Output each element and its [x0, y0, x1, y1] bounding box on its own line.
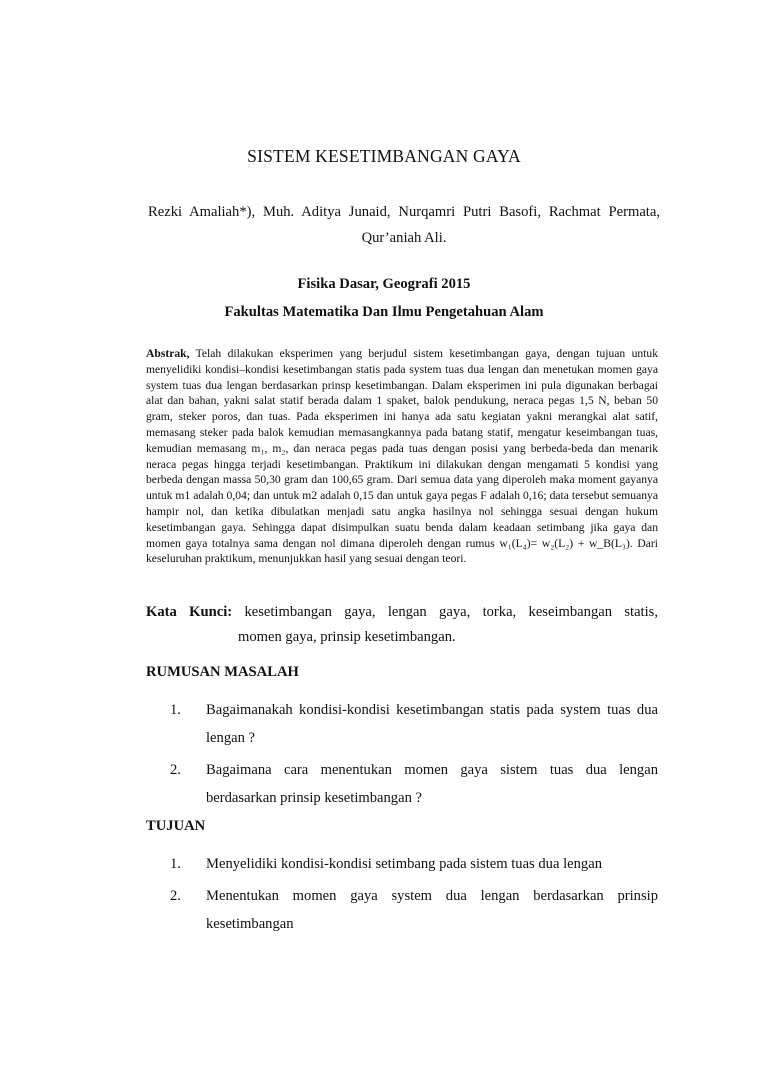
list-item — [146, 882, 658, 938]
keywords-label: Kata Kunci: — [146, 604, 233, 620]
list-number: 2. — [170, 762, 181, 778]
list-item — [146, 756, 658, 812]
affiliation-course: Fisika Dasar, Geografi 2015 — [297, 276, 471, 292]
list-text: Bagaimana cara menentukan momen gaya sistem tuas dua lengan berdasarkan prinsip kesetimbangan ? — [206, 762, 658, 806]
list-item — [146, 696, 658, 752]
keywords-text-1: kesetimbangan gaya, lengan gaya, torka, keseimbangan statis, — [244, 604, 658, 620]
list-text: Bagaimanakah kondisi-kondisi kesetimbangan statis pada system tuas dua lengan ? — [206, 702, 658, 746]
section-heading-rumusan: RUMUSAN MASALAH — [146, 664, 299, 680]
author-list: Rezki Amaliah*), Muh. Aditya Junaid, Nurqamri Putri Basofi, Rachmat Permata, Qur’aniah Ali. — [148, 204, 660, 246]
rumusan-list — [146, 696, 658, 816]
keywords — [146, 600, 658, 650]
abstract — [146, 346, 658, 567]
keywords-line-1 — [146, 600, 658, 625]
keywords-text-2: momen gaya, prinsip kesetimbangan. — [238, 629, 456, 645]
tujuan-list — [146, 850, 658, 942]
list-number: 1. — [170, 856, 181, 872]
list-number: 2. — [170, 888, 181, 904]
paper-title: SISTEM KESETIMBANGAN GAYA — [247, 146, 521, 166]
list-number: 1. — [170, 702, 181, 718]
affiliation-faculty: Fakultas Matematika Dan Ilmu Pengetahuan Alam — [224, 304, 544, 320]
section-heading-tujuan: TUJUAN — [146, 818, 206, 834]
list-item — [146, 850, 658, 878]
list-text: Menyelidiki kondisi-kondisi setimbang pada sistem tuas dua lengan — [206, 856, 602, 872]
list-text: Menentukan momen gaya system dua lengan berdasarkan prinsip kesetimbangan — [206, 888, 658, 932]
abstract-label: Abstrak, — [146, 347, 190, 360]
abstract-text: Telah dilakukan eksperimen yang berjudul sistem kesetimbangan gaya, dengan tujuan untuk menyelidiki kondisi–kondisi kesetimbangan statis pada system tuas dua lengan dan menetukan momen gaya system tuas dua lengan berdasarkan prinsp kesetimbangan. Dalam eksperimen ini pula digunakan berbagai alat dan bahan, yakni salat statif berada dalam 1 spaket, balok pendukung, neraca pegas 1,5 N, beban 50 gram, steker poros, dan tuas. Pada eksperimen ini hanya ada satu kegiatan yakni merangkai alat satif, memasang steker pada balok kemudian memasangkannya pada batang statif, mengatur keseimbangan tuas, kemudian memasang m₁, m₂, dan neraca pegas pada tuas dengan posisi yang berbeda-beda dan menarik neraca pegas hingga terjadi kesetimbangan. Praktikum ini dilakukan dengan mengamati 5 kondisi yang berbeda dengan massa 50,30 gram dan 100,65 gram. Dari semua data yang diperoleh maka moment gayanya untuk m1 adalah 0,04; dan untuk m2 adalah 0,15 dan untuk gaya pegas F adalah 0,16; data tersebut semuanya hampir nol, dan ketika dibulatkan menjadi satu angka hasilnya nol sehingga sesuai dengan hukum kesetimbangan gaya. Sehingga dapat disimpulkan suatu benda dalam keadaan setimbang jika gaya dan momen gaya totalnya sama dengan nol dimana diperoleh dengan rumus w₁(L₄)= w₂(L₂) + w_B(L₃). Dari keseluruhan praktikum, menunjukkan hasil yang sesuai dengan teori. — [146, 347, 658, 566]
